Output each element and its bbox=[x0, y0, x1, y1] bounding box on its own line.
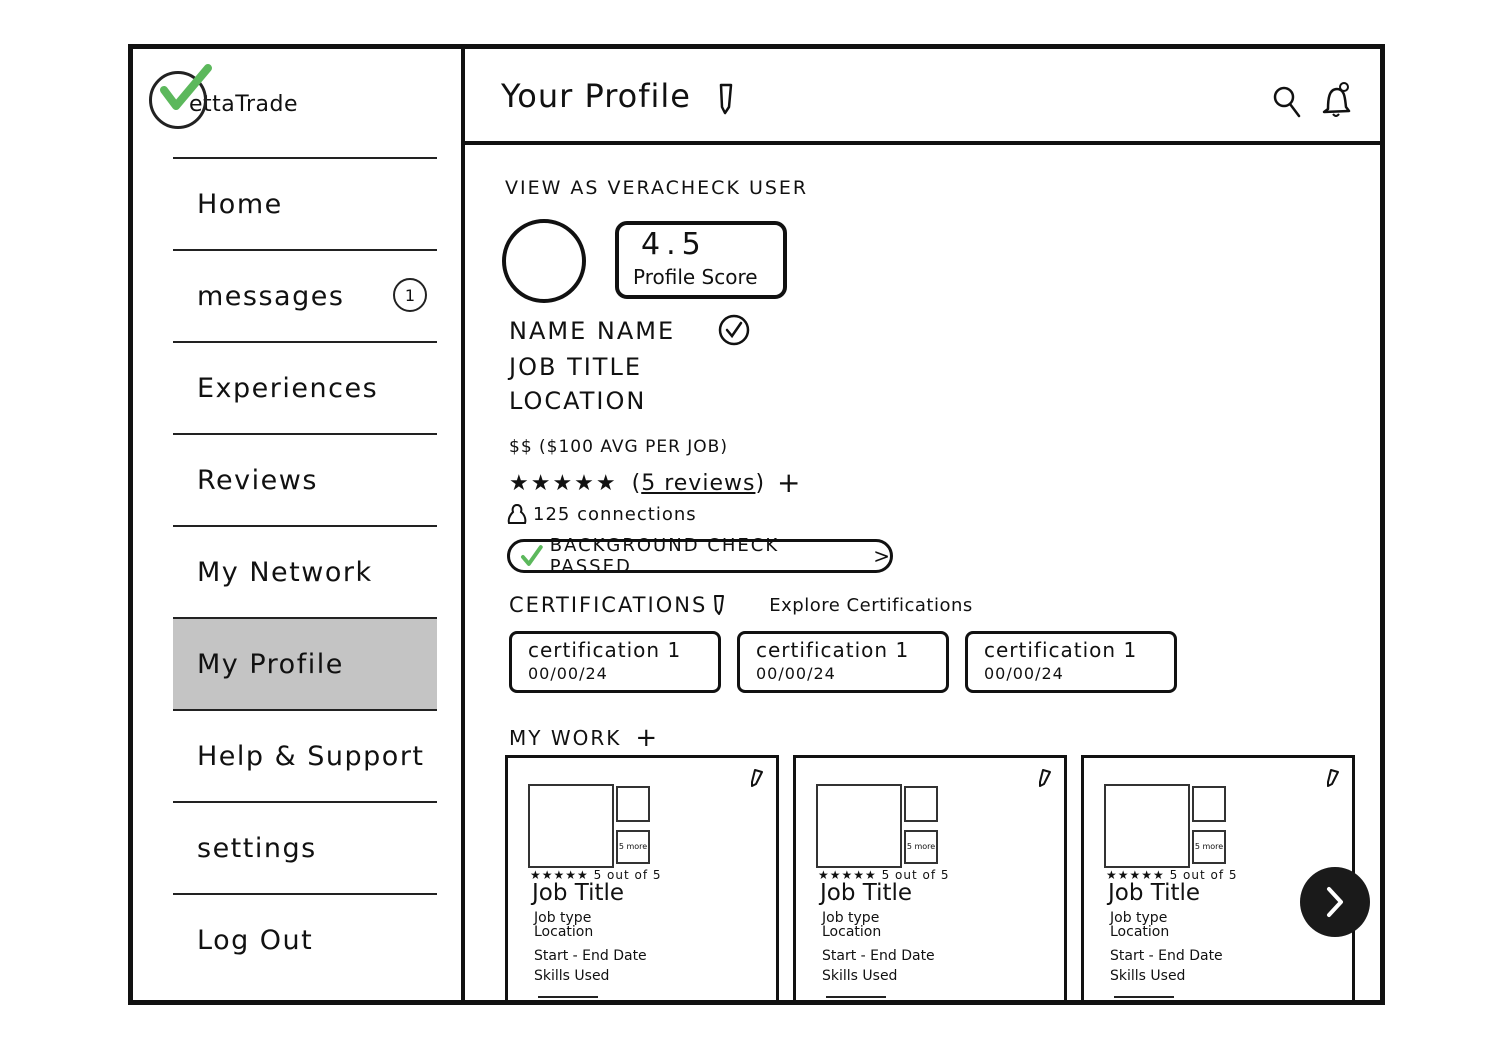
sidebar-item-label: Home bbox=[197, 188, 283, 220]
certification-name: certification 1 bbox=[756, 638, 910, 662]
work-list bbox=[505, 755, 1355, 1005]
certification-name: certification 1 bbox=[984, 638, 1138, 662]
work-rating: ★★★★★ 5 out of 5 bbox=[818, 868, 950, 882]
work-dates: Start - End Date bbox=[822, 948, 935, 964]
divider bbox=[826, 996, 886, 998]
person-icon bbox=[507, 503, 527, 525]
explore-certifications-link[interactable]: Explore Certifications bbox=[769, 594, 973, 616]
divider bbox=[1114, 996, 1174, 998]
more-images-button[interactable]: 5 more bbox=[616, 830, 650, 864]
bell-icon[interactable] bbox=[1320, 81, 1352, 119]
sidebar-item-experiences[interactable] bbox=[173, 341, 437, 433]
work-job-type: Job type bbox=[1110, 910, 1168, 926]
sidebar-item-label: settings bbox=[197, 832, 317, 864]
work-thumbnail[interactable] bbox=[904, 786, 938, 822]
logo-circle bbox=[149, 71, 207, 129]
work-thumbnail[interactable] bbox=[616, 786, 650, 822]
logo-text: ettaTrade bbox=[189, 91, 298, 117]
checkmark-icon bbox=[158, 64, 214, 114]
sidebar-item-home[interactable] bbox=[173, 157, 437, 249]
more-images-button[interactable]: 5 more bbox=[1192, 830, 1226, 864]
sidebar-item-label: Help & Support bbox=[197, 740, 425, 772]
page-title: Your Profile bbox=[501, 77, 691, 115]
work-rating: ★★★★★ 5 out of 5 bbox=[530, 868, 662, 882]
add-work-button[interactable]: + bbox=[635, 723, 658, 753]
chevron-right-icon bbox=[1324, 885, 1346, 919]
work-location: Location bbox=[1110, 924, 1170, 940]
connections-count: 125 connections bbox=[533, 503, 697, 525]
top-bar bbox=[465, 49, 1380, 145]
checkmark-icon bbox=[520, 545, 544, 567]
sidebar-item-reviews[interactable] bbox=[173, 433, 437, 525]
profile-location: LOCATION bbox=[509, 387, 647, 415]
pencil-icon[interactable] bbox=[750, 768, 764, 788]
certification-date: 00/00/24 bbox=[984, 664, 1064, 683]
work-card[interactable] bbox=[793, 755, 1067, 1005]
avatar[interactable] bbox=[502, 219, 586, 303]
sidebar-nav bbox=[173, 157, 437, 985]
certification-card[interactable] bbox=[509, 631, 721, 693]
sidebar-item-help-support[interactable] bbox=[173, 709, 437, 801]
profile-name: NAME NAME bbox=[509, 317, 676, 345]
sidebar bbox=[133, 49, 465, 1000]
search-icon[interactable] bbox=[1272, 85, 1302, 119]
pencil-icon[interactable] bbox=[1038, 768, 1052, 788]
work-skills: Skills Used bbox=[1110, 968, 1186, 984]
certification-date: 00/00/24 bbox=[756, 664, 836, 683]
work-location: Location bbox=[534, 924, 594, 940]
sidebar-item-my-profile[interactable] bbox=[173, 617, 437, 709]
sidebar-item-label: Log Out bbox=[197, 924, 314, 956]
pencil-icon[interactable] bbox=[713, 594, 725, 616]
my-work-title: MY WORK bbox=[509, 726, 622, 750]
background-check-badge[interactable] bbox=[507, 535, 893, 577]
certification-name: certification 1 bbox=[528, 638, 682, 662]
background-check-label: BACKGROUND CHECK PASSED bbox=[549, 535, 780, 577]
work-job-title: Job Title bbox=[1108, 880, 1201, 906]
work-thumbnail[interactable] bbox=[1192, 786, 1226, 822]
profile-score-card bbox=[615, 221, 787, 299]
certification-card[interactable] bbox=[965, 631, 1177, 693]
rating-row bbox=[509, 466, 801, 499]
profile-score-label: Profile Score bbox=[633, 265, 758, 289]
reviews-open-paren: ( bbox=[631, 470, 642, 496]
verified-check-icon bbox=[717, 313, 751, 347]
star-rating: ★★★★★ bbox=[509, 470, 618, 496]
profile-content bbox=[505, 141, 1360, 1000]
work-location: Location bbox=[822, 924, 882, 940]
reviews-link[interactable] bbox=[632, 471, 765, 496]
divider bbox=[538, 996, 598, 998]
sidebar-item-label: My Network bbox=[197, 556, 373, 588]
pencil-icon[interactable] bbox=[1326, 768, 1340, 788]
sidebar-item-log-out[interactable] bbox=[173, 893, 437, 985]
reviews-close-paren: ) bbox=[755, 470, 766, 496]
certifications-header bbox=[509, 593, 973, 617]
reviews-link-text: 5 reviews bbox=[641, 470, 756, 496]
work-rating: ★★★★★ 5 out of 5 bbox=[1106, 868, 1238, 882]
work-skills: Skills Used bbox=[822, 968, 898, 984]
profile-job-title: JOB TITLE bbox=[509, 353, 642, 381]
price-range: $$ ($100 AVG PER JOB) bbox=[509, 437, 728, 457]
sidebar-item-label: My Profile bbox=[197, 648, 344, 680]
chevron-right-icon: > bbox=[873, 544, 890, 568]
main-panel bbox=[465, 49, 1380, 1000]
more-images-button[interactable]: 5 more bbox=[904, 830, 938, 864]
certifications-list bbox=[509, 631, 1177, 693]
certification-card[interactable] bbox=[737, 631, 949, 693]
work-card[interactable] bbox=[505, 755, 779, 1005]
work-dates: Start - End Date bbox=[1110, 948, 1223, 964]
work-image[interactable] bbox=[528, 784, 614, 868]
work-job-type: Job type bbox=[822, 910, 880, 926]
work-dates: Start - End Date bbox=[534, 948, 647, 964]
profile-score-value: 4.5 bbox=[641, 227, 707, 262]
work-skills: Skills Used bbox=[534, 968, 610, 984]
sidebar-item-label: Experiences bbox=[197, 372, 379, 404]
add-review-button[interactable]: + bbox=[777, 466, 801, 499]
certifications-title: CERTIFICATIONS bbox=[509, 593, 708, 617]
next-work-button[interactable] bbox=[1300, 867, 1370, 937]
work-image[interactable] bbox=[816, 784, 902, 868]
view-as-link[interactable]: VIEW AS VERACHECK USER bbox=[505, 177, 809, 199]
work-job-title: Job Title bbox=[532, 880, 625, 906]
connections-row[interactable] bbox=[507, 503, 697, 525]
work-image[interactable] bbox=[1104, 784, 1190, 868]
logo[interactable] bbox=[149, 71, 298, 129]
work-job-title: Job Title bbox=[820, 880, 913, 906]
sidebar-item-settings[interactable] bbox=[173, 801, 437, 893]
sidebar-item-label: messages bbox=[197, 280, 345, 312]
sidebar-item-my-network[interactable] bbox=[173, 525, 437, 617]
app-frame bbox=[128, 44, 1385, 1005]
unread-count-badge: 1 bbox=[393, 278, 427, 312]
work-job-type: Job type bbox=[534, 910, 592, 926]
certification-date: 00/00/24 bbox=[528, 664, 608, 683]
my-work-header bbox=[509, 725, 657, 751]
sidebar-item-messages[interactable] bbox=[173, 249, 437, 341]
sidebar-item-label: Reviews bbox=[197, 464, 318, 496]
pencil-icon[interactable] bbox=[717, 83, 735, 115]
